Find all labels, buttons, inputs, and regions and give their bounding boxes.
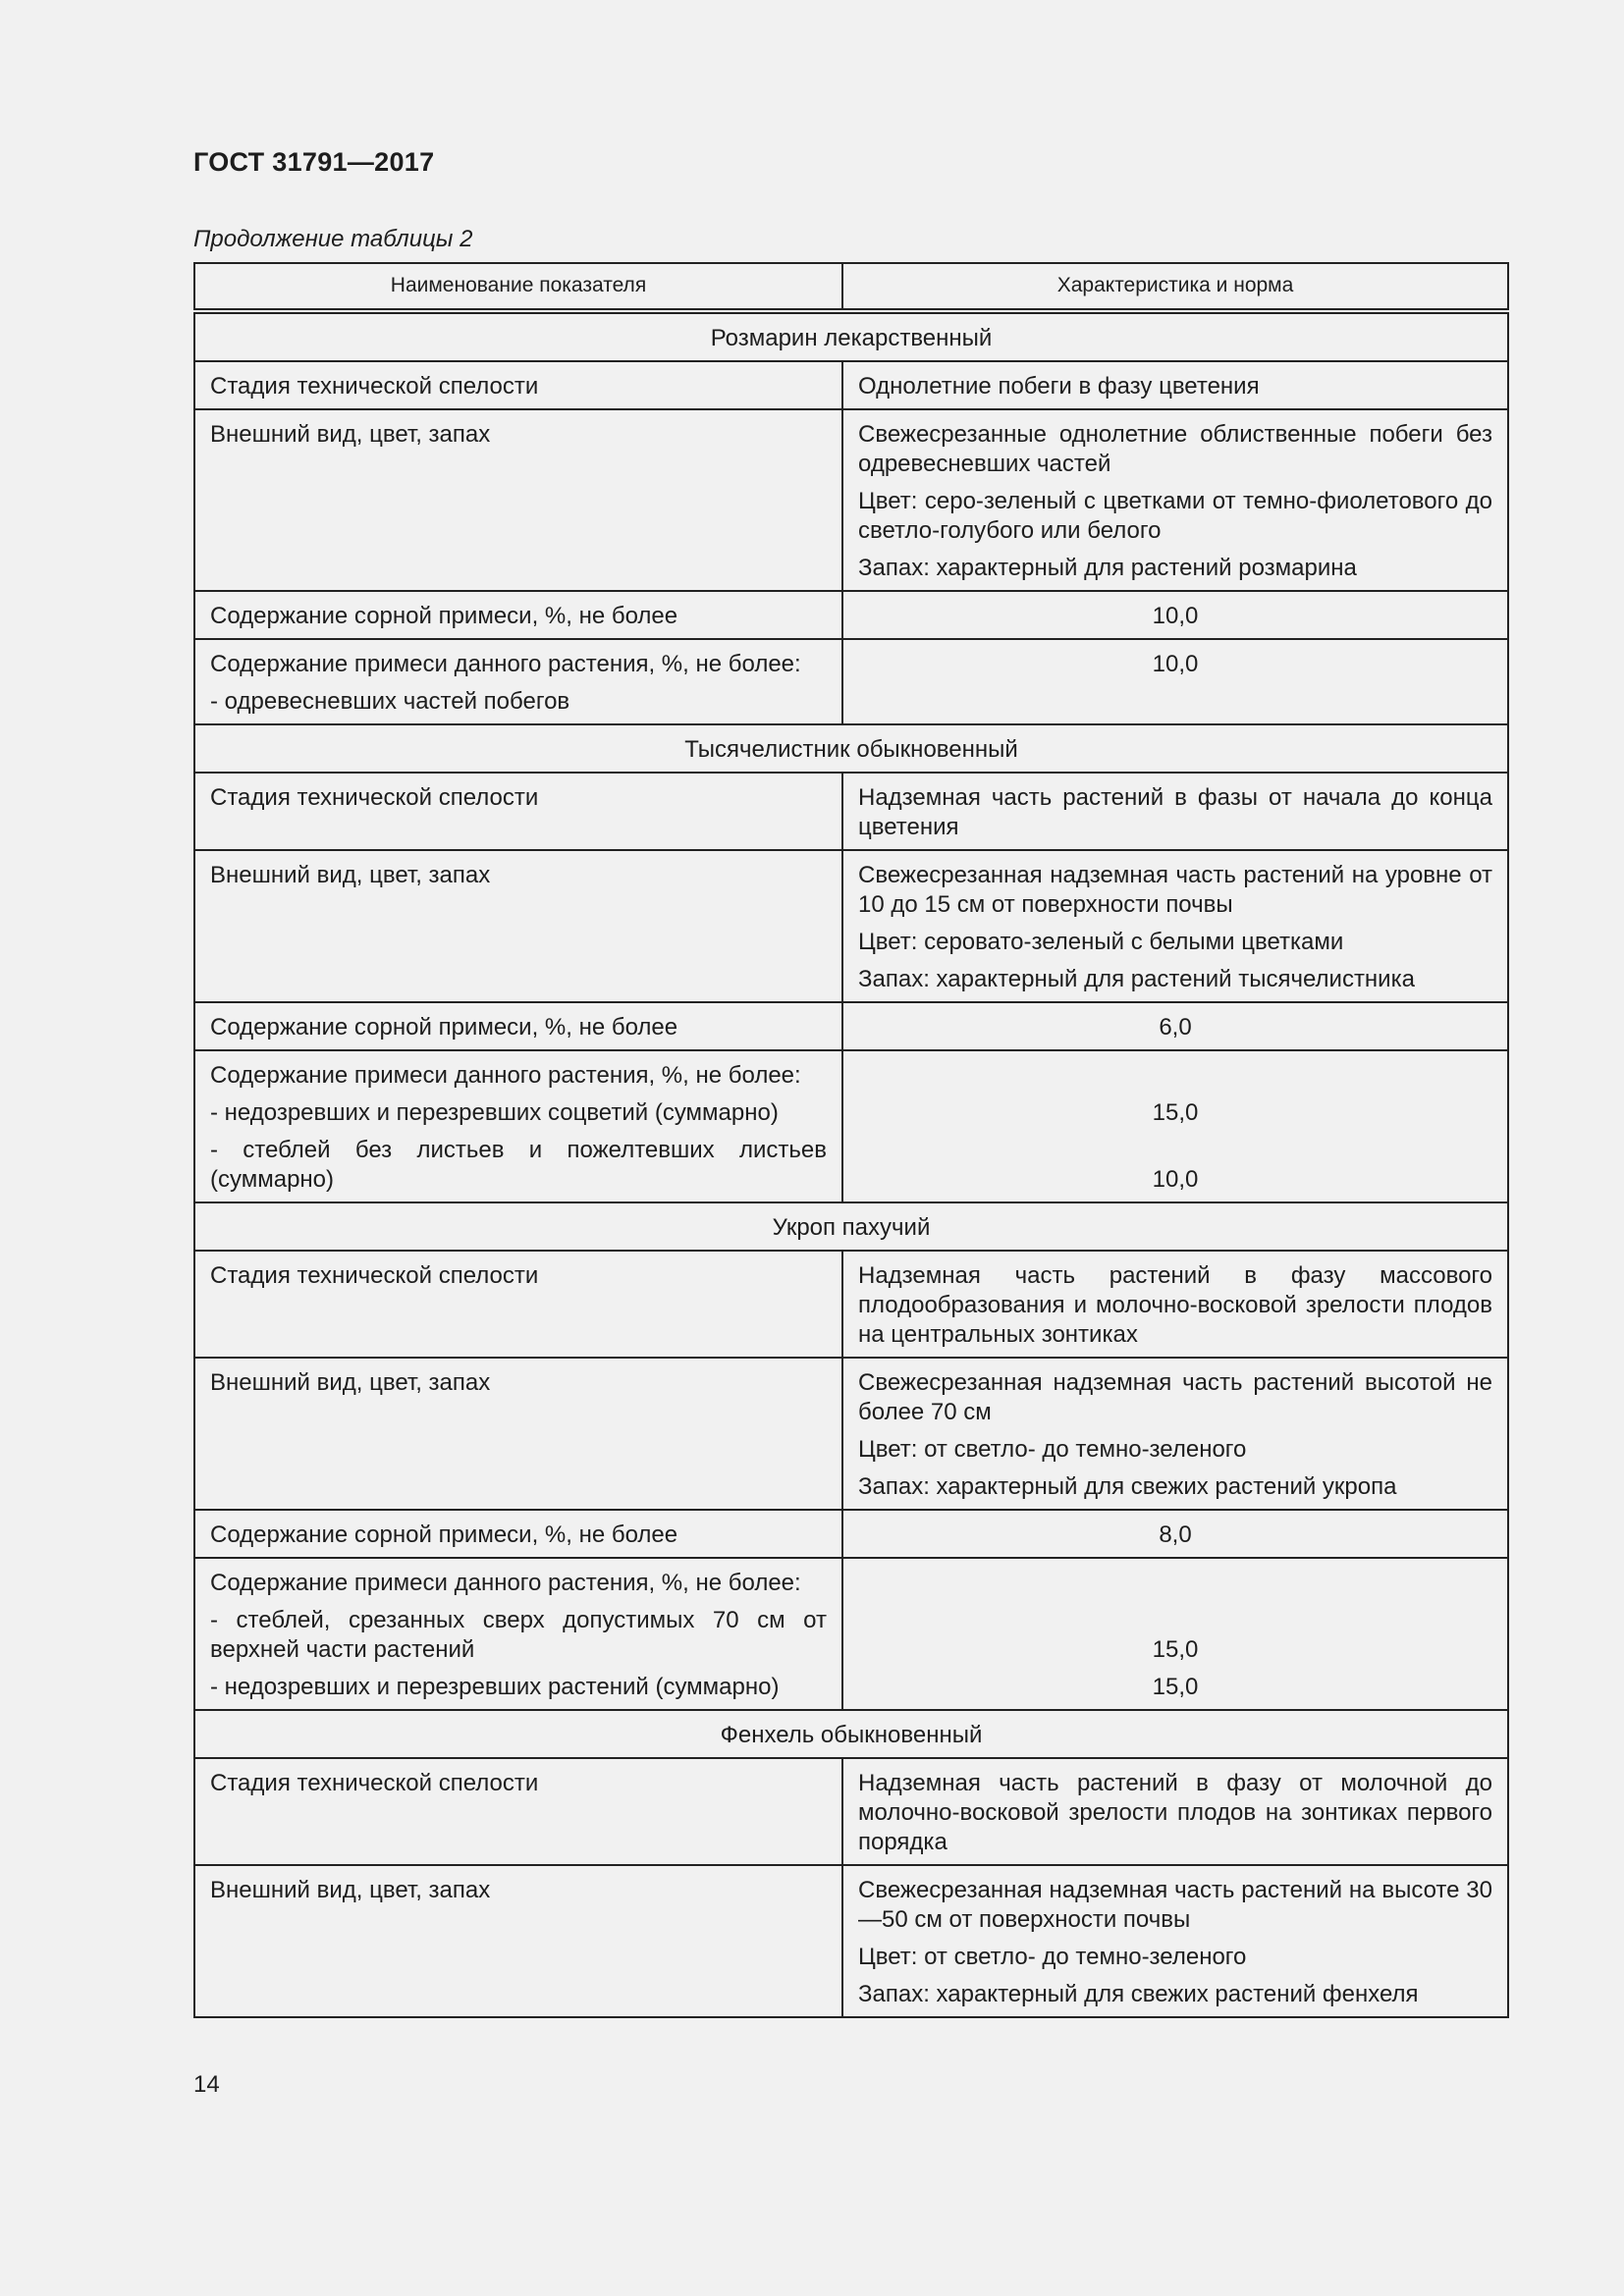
- appearance-line: Свежесрезанная надземная часть растений на уровне от 10 до 15 см от поверхности почвы: [858, 862, 1492, 918]
- table-caption: Продолжение таблицы 2: [193, 226, 473, 252]
- table-row: [194, 773, 1508, 850]
- row-value: 8,0: [842, 1510, 1508, 1558]
- table-row: [194, 1510, 1508, 1558]
- impurity-item: - недозревших и перезревших растений (суммарно): [210, 1674, 780, 1700]
- table-row: [194, 1758, 1508, 1865]
- appearance-line: Свежесрезанные однолетние облиственные побеги без одревесневших частей: [858, 421, 1492, 477]
- table-row: [194, 1558, 1508, 1710]
- section-header-row: [194, 311, 1508, 361]
- impurity-item: - недозревших и перезревших соцветий (суммарно): [210, 1099, 779, 1126]
- column-header: Характеристика и норма: [842, 263, 1508, 311]
- table-row: [194, 1002, 1508, 1050]
- row-value: [842, 639, 1508, 724]
- row-value: [842, 1050, 1508, 1202]
- row-label: Содержание сорной примеси, %, не более: [194, 591, 842, 639]
- row-value: [842, 1865, 1508, 2017]
- impurity-item: - одревесневших частей побегов: [210, 688, 570, 715]
- section-title: Укроп пахучий: [194, 1202, 1508, 1251]
- row-label: Внешний вид, цвет, запах: [194, 409, 842, 591]
- impurity-value: 15,0: [1152, 1636, 1199, 1663]
- impurity-value: 15,0: [1152, 1099, 1199, 1126]
- smell-line: Запах: характерный для свежих растений фенхеля: [858, 1981, 1419, 2007]
- row-label: Стадия технической спелости: [194, 773, 842, 850]
- row-label: Внешний вид, цвет, запах: [194, 850, 842, 1002]
- section-header-row: [194, 1202, 1508, 1251]
- impurity-value: 10,0: [1152, 1166, 1199, 1193]
- row-value: [842, 409, 1508, 591]
- table-row: [194, 1050, 1508, 1202]
- color-line: Цвет: от светло- до темно-зеленого: [858, 1436, 1247, 1463]
- document-code: ГОСТ 31791—2017: [193, 147, 435, 177]
- row-value: Надземная часть растений в фазу от молочной до молочно-восковой зрелости плодов на зонтиках первого порядка: [842, 1758, 1508, 1865]
- section-title: Фенхель обыкновенный: [194, 1710, 1508, 1758]
- row-value: Надземная часть растений в фазы от начала до конца цветения: [842, 773, 1508, 850]
- row-value: [842, 850, 1508, 1002]
- row-label: [194, 1558, 842, 1710]
- table-row: [194, 639, 1508, 724]
- smell-line: Запах: характерный для растений тысячелистника: [858, 966, 1415, 992]
- smell-line: Запах: характерный для растений розмарина: [858, 555, 1357, 581]
- section-title: Тысячелистник обыкновенный: [194, 724, 1508, 773]
- row-label: [194, 639, 842, 724]
- row-label: Стадия технической спелости: [194, 1758, 842, 1865]
- table-row: [194, 591, 1508, 639]
- row-value: Однолетние побеги в фазу цветения: [842, 361, 1508, 409]
- row-value: [842, 1558, 1508, 1710]
- row-label: Содержание сорной примеси, %, не более: [194, 1002, 842, 1050]
- row-value: 10,0: [842, 591, 1508, 639]
- impurity-label: Содержание примеси данного растения, %, не более:: [210, 1062, 801, 1089]
- row-label: Внешний вид, цвет, запах: [194, 1358, 842, 1510]
- row-label: Содержание сорной примеси, %, не более: [194, 1510, 842, 1558]
- color-line: Цвет: серовато-зеленый с белыми цветками: [858, 929, 1344, 955]
- page-number: 14: [193, 2071, 220, 2098]
- table-row: [194, 850, 1508, 1002]
- appearance-line: Свежесрезанная надземная часть растений на высоте 30—50 см от поверхности почвы: [858, 1877, 1492, 1933]
- spec-table: [193, 262, 1509, 2018]
- row-value: Надземная часть растений в фазу массового плодообразования и молочно-восковой зрелости плодов на центральных зонтиках: [842, 1251, 1508, 1358]
- table-header-row: [194, 263, 1508, 311]
- color-line: Цвет: от светло- до темно-зеленого: [858, 1944, 1247, 1970]
- impurity-value: 15,0: [1152, 1674, 1199, 1700]
- row-label: Стадия технической спелости: [194, 1251, 842, 1358]
- table-row: [194, 1358, 1508, 1510]
- section-title: Розмарин лекарственный: [194, 311, 1508, 361]
- impurity-item: - стеблей, срезанных сверх допустимых 70 см от верхней части растений: [210, 1607, 827, 1663]
- row-label: Стадия технической спелости: [194, 361, 842, 409]
- section-header-row: [194, 724, 1508, 773]
- row-value: 6,0: [842, 1002, 1508, 1050]
- table-row: [194, 361, 1508, 409]
- row-label: [194, 1050, 842, 1202]
- impurity-label: Содержание примеси данного растения, %, не более:: [210, 651, 801, 677]
- table-row: [194, 1251, 1508, 1358]
- impurity-value: 10,0: [1152, 651, 1199, 677]
- table-row: [194, 1865, 1508, 2017]
- table-row: [194, 409, 1508, 591]
- row-value: [842, 1358, 1508, 1510]
- section-header-row: [194, 1710, 1508, 1758]
- color-line: Цвет: серо-зеленый с цветками от темно-фиолетового до светло-голубого или белого: [858, 488, 1492, 544]
- impurity-label: Содержание примеси данного растения, %, не более:: [210, 1570, 801, 1596]
- row-label: Внешний вид, цвет, запах: [194, 1865, 842, 2017]
- appearance-line: Свежесрезанная надземная часть растений высотой не более 70 см: [858, 1369, 1492, 1425]
- smell-line: Запах: характерный для свежих растений укропа: [858, 1473, 1397, 1500]
- impurity-item: - стеблей без листьев и пожелтевших листьев (суммарно): [210, 1137, 827, 1193]
- column-header: Наименование показателя: [194, 263, 842, 311]
